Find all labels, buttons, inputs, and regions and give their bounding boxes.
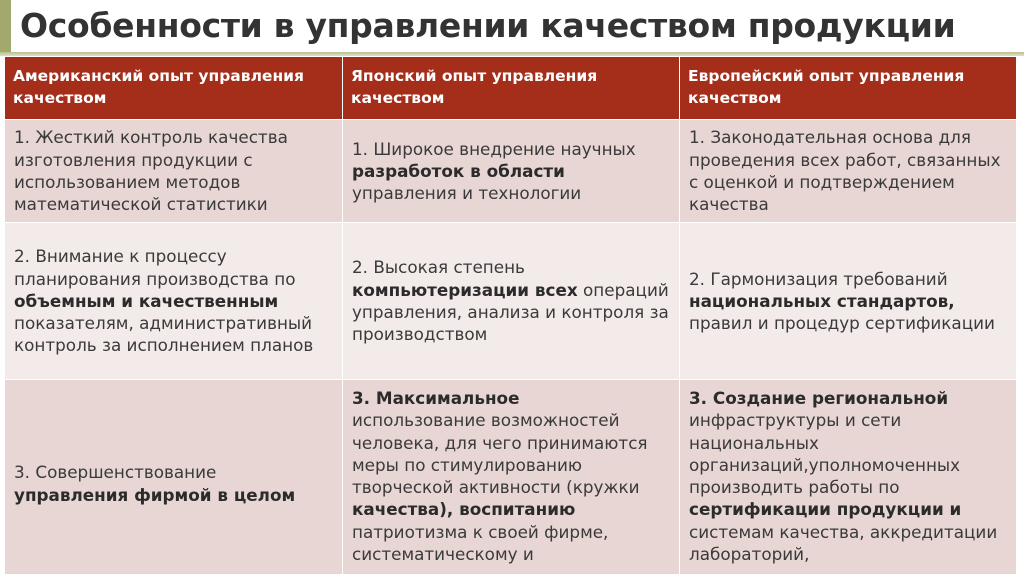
title-divider — [0, 52, 1024, 56]
cell-text-bold: 3. Максимальное — [352, 388, 520, 408]
cell-text-lead: 2. Высокая степень — [352, 257, 525, 278]
cell-text-tail: управления и технологии — [352, 183, 582, 204]
comparison-table — [4, 57, 1017, 574]
cell-text-bold: разработок в области — [352, 160, 565, 181]
cell-text-mid: использование возможностей человека, для чего принимаются меры по стимулированию творческой активности (кружки — [352, 410, 648, 498]
cell-text — [689, 268, 1006, 335]
cell-text-bold: национальных стандартов, — [689, 290, 955, 311]
cell-text-lead: 2. Внимание к процессу планирования производства по — [14, 246, 296, 289]
cell-text — [14, 245, 332, 356]
cell-text-tail: патриотизма к своей фирме, систематическому и — [352, 521, 609, 565]
cell-american-2 — [5, 223, 343, 380]
cell-american-3 — [5, 380, 343, 574]
accent-bar — [0, 0, 11, 52]
cell-text: 1. Законодательная основа для проведения всех работ, связанных с оценкой и подтверждением качества — [689, 127, 1001, 215]
cell-text-tail: операций управления, анализа и контроля за производством — [352, 279, 669, 345]
table-row — [5, 120, 1017, 223]
cell-text — [352, 138, 669, 205]
cell-text-bold: объемным и качественным — [14, 290, 279, 311]
cell-japanese-1 — [343, 120, 680, 223]
cell-text-lead: 3. Совершенствование — [14, 462, 217, 483]
cell-text-bold: сертификации продукции и — [689, 499, 962, 520]
cell-text-lead: 1. Широкое внедрение научных — [352, 138, 636, 159]
cell-text-tail: правил и процедур сертификации — [689, 313, 995, 334]
cell-text-tail: показателям, административный контроль за исполнением планов — [14, 313, 314, 356]
cell-japanese-3 — [343, 380, 680, 574]
table-row — [5, 223, 1017, 380]
cell-text-bold: управления фирмой в целом — [14, 484, 296, 505]
cell-text — [14, 461, 332, 506]
header-american: Американский опыт управления качеством — [5, 57, 343, 120]
cell-text — [689, 387, 1006, 565]
cell-american-1 — [5, 120, 343, 223]
table-header-row — [5, 57, 1017, 120]
cell-text — [352, 387, 669, 565]
slide-title: Особенности в управлении качеством продукции — [20, 6, 956, 45]
cell-text-bold: качества), воспитанию — [352, 499, 576, 520]
cell-text-tail: системам качества, аккредитации лабораторий, — [689, 521, 998, 565]
cell-european-3 — [680, 380, 1017, 574]
cell-text-mid: инфраструктуры и сети национальных организаций,уполномоченных производить работы по — [689, 410, 961, 498]
cell-european-2 — [680, 223, 1017, 380]
cell-text-lead: 2. Гармонизация требований — [689, 268, 948, 289]
cell-japanese-2 — [343, 223, 680, 380]
cell-text-bold: 3. Создание региональной — [689, 388, 949, 408]
cell-text — [352, 256, 669, 345]
cell-text: 1. Жесткий контроль качества изготовления продукции с использованием методов математической статистики — [14, 127, 288, 215]
header-european: Европейский опыт управления качеством — [680, 57, 1017, 120]
cell-european-1 — [680, 120, 1017, 223]
header-japanese: Японский опыт управления качеством — [343, 57, 680, 120]
table-row — [5, 380, 1017, 574]
cell-text-bold: компьютеризации всех — [352, 279, 578, 300]
